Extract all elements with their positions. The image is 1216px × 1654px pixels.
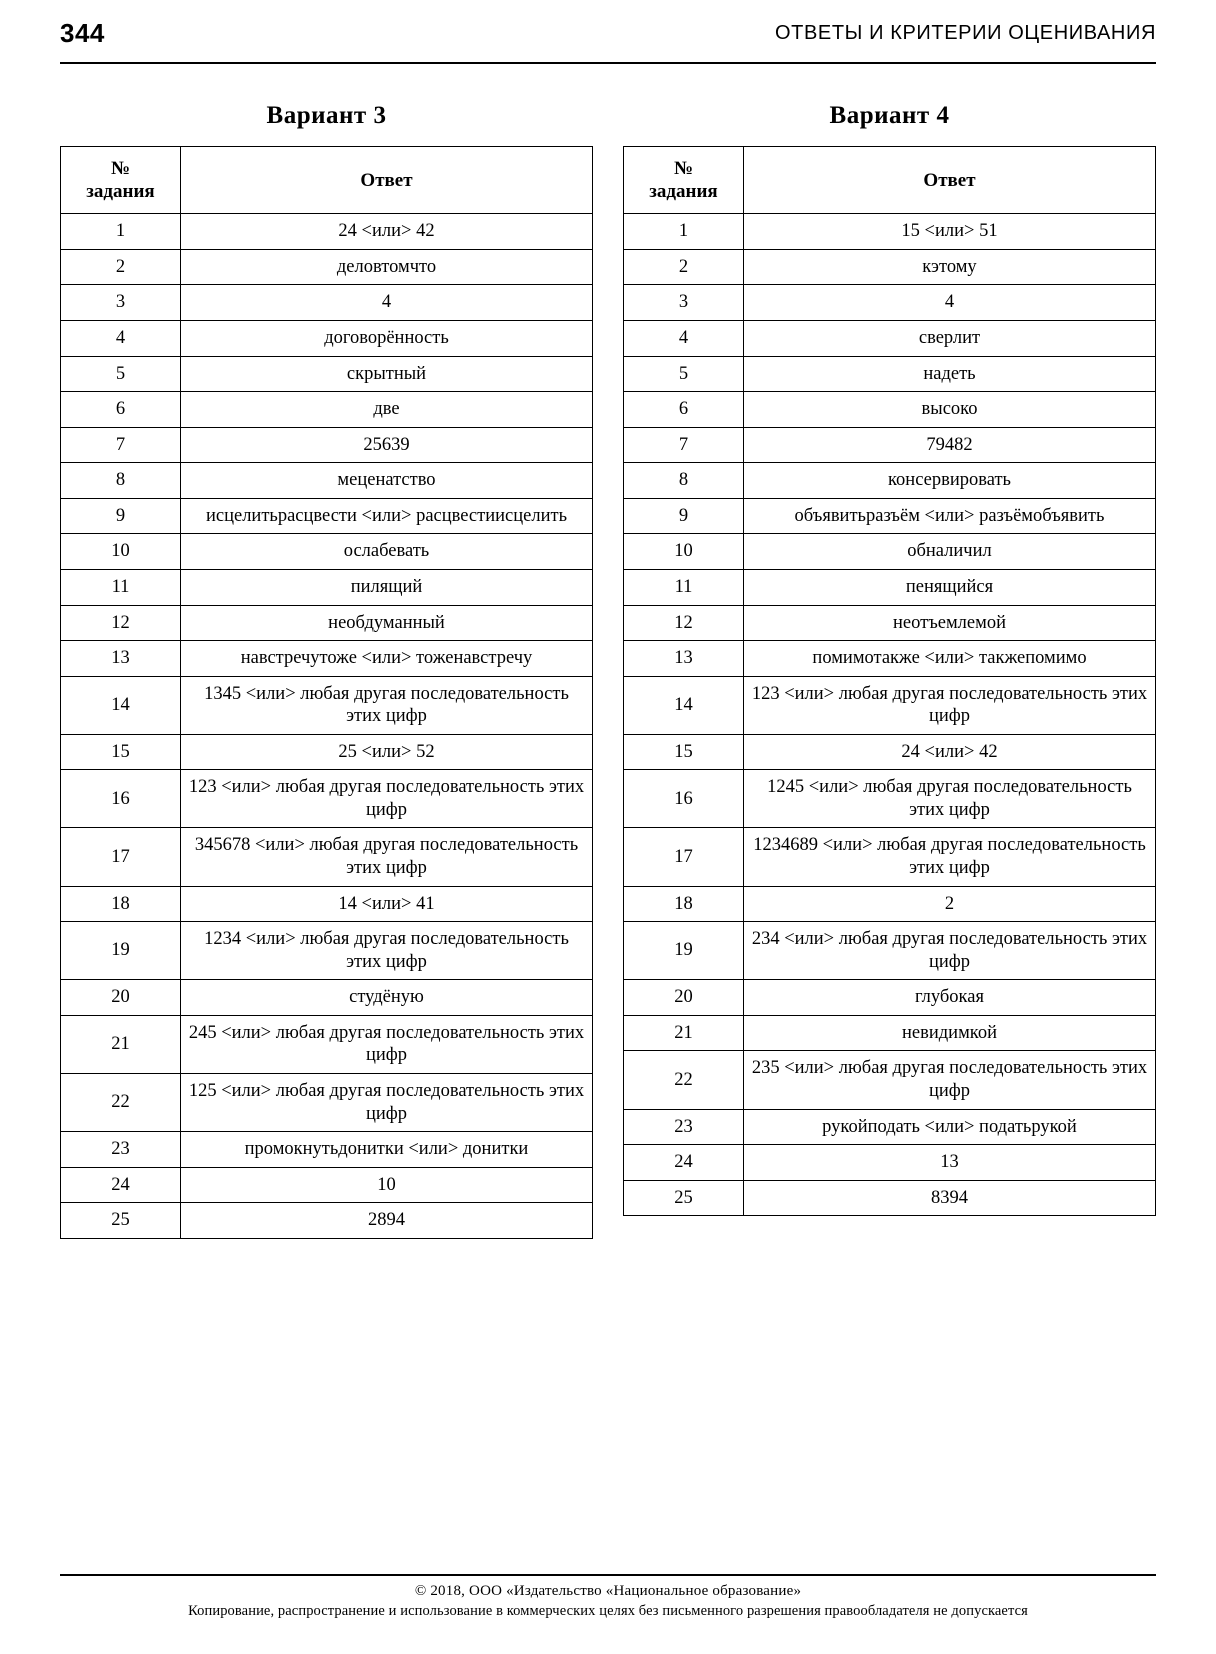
cell-answer: надеть (744, 356, 1156, 392)
cell-answer: глубокая (744, 980, 1156, 1016)
cell-answer: студёную (181, 980, 593, 1016)
cell-answer: исцелитьрасцвести <или> расцвестиисцелить (181, 498, 593, 534)
cell-answer: 24 <или> 42 (181, 214, 593, 250)
table-row (624, 641, 1156, 677)
cell-answer: 4 (744, 285, 1156, 321)
cell-task-number: 17 (624, 828, 744, 886)
table-row (624, 828, 1156, 886)
cell-task-number: 16 (61, 770, 181, 828)
cell-task-number: 2 (61, 249, 181, 285)
cell-task-number: 18 (61, 886, 181, 922)
page-number: 344 (60, 18, 105, 48)
answers-table-variant-4 (623, 146, 1156, 1216)
cell-task-number: 8 (624, 463, 744, 499)
column-header-task-number (624, 147, 744, 214)
table-row (624, 886, 1156, 922)
cell-task-number: 24 (624, 1145, 744, 1181)
table-row (61, 922, 593, 980)
table-row (61, 569, 593, 605)
cell-answer: 79482 (744, 427, 1156, 463)
cell-answer: две (181, 392, 593, 428)
cell-task-number: 23 (61, 1132, 181, 1168)
cell-answer: помимотакже <или> такжепомимо (744, 641, 1156, 677)
cell-task-number: 23 (624, 1109, 744, 1145)
cell-task-number: 13 (624, 641, 744, 677)
table-row (624, 734, 1156, 770)
table-row (61, 1167, 593, 1203)
table-header-row (624, 147, 1156, 214)
table-row (61, 734, 593, 770)
cell-answer: 24 <или> 42 (744, 734, 1156, 770)
cell-task-number: 11 (624, 569, 744, 605)
table-row (624, 285, 1156, 321)
page-footer (60, 1574, 1156, 1620)
cell-answer: неотъемлемой (744, 605, 1156, 641)
cell-answer: 13 (744, 1145, 1156, 1181)
table-row (61, 427, 593, 463)
cell-answer: пилящий (181, 569, 593, 605)
footer-divider (60, 1574, 1156, 1576)
cell-task-number: 19 (624, 922, 744, 980)
table-row (61, 828, 593, 886)
table-row (624, 1145, 1156, 1181)
cell-answer: 1345 <или> любая другая последовательность этих цифр (181, 676, 593, 734)
cell-answer: сверлит (744, 321, 1156, 357)
table-row (624, 249, 1156, 285)
table-row (61, 463, 593, 499)
table-row (61, 392, 593, 428)
answer-column-variant-3 (60, 102, 593, 1239)
table-header-row (61, 147, 593, 214)
cell-answer: ослабевать (181, 534, 593, 570)
table-row (624, 676, 1156, 734)
answers-body-variant-4 (624, 214, 1156, 1216)
cell-task-number: 1 (61, 214, 181, 250)
cell-answer: 2894 (181, 1203, 593, 1239)
cell-task-number: 15 (624, 734, 744, 770)
cell-answer: объявитьразъём <или> разъёмобъявить (744, 498, 1156, 534)
answers-body-variant-3 (61, 214, 593, 1238)
cell-answer: высоко (744, 392, 1156, 428)
cell-answer: деловтомчто (181, 249, 593, 285)
answer-columns (60, 102, 1156, 1239)
table-row (624, 463, 1156, 499)
cell-answer: 1234689 <или> любая другая последовательность этих цифр (744, 828, 1156, 886)
table-row (624, 605, 1156, 641)
cell-answer: 235 <или> любая другая последовательность этих цифр (744, 1051, 1156, 1109)
table-row (624, 1051, 1156, 1109)
cell-answer: скрытный (181, 356, 593, 392)
header-title: ОТВЕТЫ И КРИТЕРИИ ОЦЕНИВАНИЯ (774, 22, 1156, 44)
cell-answer: консервировать (744, 463, 1156, 499)
table-row (61, 214, 593, 250)
cell-answer: 8394 (744, 1180, 1156, 1216)
header-divider (60, 62, 1156, 64)
table-row (61, 980, 593, 1016)
table-row (624, 498, 1156, 534)
table-row (624, 1109, 1156, 1145)
cell-answer: 345678 <или> любая другая последовательность этих цифр (181, 828, 593, 886)
cell-task-number: 4 (624, 321, 744, 357)
cell-task-number: 20 (61, 980, 181, 1016)
answers-table-variant-3 (60, 146, 593, 1239)
footer-copyright: © 2018, ООО «Издательство «Национальное образование» (414, 1583, 802, 1599)
cell-task-number: 12 (61, 605, 181, 641)
cell-task-number: 13 (61, 641, 181, 677)
cell-task-number: 7 (624, 427, 744, 463)
column-header-answer: Ответ (181, 147, 593, 214)
cell-answer: обналичил (744, 534, 1156, 570)
cell-answer: 125 <или> любая другая последовательность этих цифр (181, 1073, 593, 1131)
table-row (61, 534, 593, 570)
table-row (624, 1015, 1156, 1051)
column-title-variant-4: Вариант 4 (829, 102, 950, 129)
cell-task-number: 24 (61, 1167, 181, 1203)
cell-task-number: 21 (61, 1015, 181, 1073)
cell-task-number: 2 (624, 249, 744, 285)
page-header (60, 0, 1156, 62)
table-row (61, 1132, 593, 1168)
cell-task-number: 17 (61, 828, 181, 886)
cell-task-number: 1 (624, 214, 744, 250)
cell-task-number: 4 (61, 321, 181, 357)
cell-task-number: 9 (624, 498, 744, 534)
cell-task-number: 11 (61, 569, 181, 605)
cell-task-number: 25 (61, 1203, 181, 1239)
cell-answer: навстречутоже <или> тоженавстречу (181, 641, 593, 677)
cell-task-number: 5 (624, 356, 744, 392)
table-row (61, 1015, 593, 1073)
cell-task-number: 9 (61, 498, 181, 534)
cell-answer: 4 (181, 285, 593, 321)
footer-notice: Копирование, распространение и использование в коммерческих целях без письменного разрешения правообладателя не допускается (188, 1603, 1028, 1619)
cell-answer: 14 <или> 41 (181, 886, 593, 922)
cell-answer: пенящийся (744, 569, 1156, 605)
table-row (61, 249, 593, 285)
cell-task-number: 7 (61, 427, 181, 463)
cell-task-number: 22 (624, 1051, 744, 1109)
cell-answer: 25639 (181, 427, 593, 463)
table-row (624, 534, 1156, 570)
cell-task-number: 3 (61, 285, 181, 321)
cell-task-number: 20 (624, 980, 744, 1016)
table-row (624, 214, 1156, 250)
table-row (624, 321, 1156, 357)
table-row (624, 356, 1156, 392)
cell-answer: рукойподать <или> податьрукой (744, 1109, 1156, 1145)
cell-task-number: 18 (624, 886, 744, 922)
cell-answer: 123 <или> любая другая последовательность этих цифр (744, 676, 1156, 734)
cell-answer: необдуманный (181, 605, 593, 641)
cell-answer: 10 (181, 1167, 593, 1203)
table-row (61, 641, 593, 677)
cell-answer: меценатство (181, 463, 593, 499)
table-row (61, 356, 593, 392)
cell-answer: невидимкой (744, 1015, 1156, 1051)
table-row (624, 980, 1156, 1016)
header-num-line2: задания (649, 181, 718, 203)
cell-task-number: 25 (624, 1180, 744, 1216)
cell-task-number: 19 (61, 922, 181, 980)
header-num-line1: № (110, 158, 131, 179)
cell-task-number: 12 (624, 605, 744, 641)
table-row (61, 1203, 593, 1239)
table-row (61, 676, 593, 734)
cell-task-number: 8 (61, 463, 181, 499)
table-row (624, 922, 1156, 980)
cell-task-number: 15 (61, 734, 181, 770)
table-row (61, 605, 593, 641)
header-num-line1: № (673, 158, 694, 179)
cell-answer: 1245 <или> любая другая последовательность этих цифр (744, 770, 1156, 828)
table-row (61, 886, 593, 922)
table-row (61, 1073, 593, 1131)
cell-answer: 245 <или> любая другая последовательность этих цифр (181, 1015, 593, 1073)
table-row (624, 770, 1156, 828)
cell-task-number: 16 (624, 770, 744, 828)
cell-task-number: 6 (624, 392, 744, 428)
cell-task-number: 22 (61, 1073, 181, 1131)
column-header-task-number (61, 147, 181, 214)
cell-answer: 234 <или> любая другая последовательность этих цифр (744, 922, 1156, 980)
table-row (624, 427, 1156, 463)
table-row (61, 770, 593, 828)
cell-answer: 15 <или> 51 (744, 214, 1156, 250)
column-title-variant-3: Вариант 3 (266, 102, 387, 129)
cell-answer: кэтому (744, 249, 1156, 285)
cell-task-number: 10 (61, 534, 181, 570)
cell-answer: договорённость (181, 321, 593, 357)
cell-task-number: 14 (61, 676, 181, 734)
header-num-line2: задания (86, 181, 155, 203)
table-row (624, 392, 1156, 428)
table-row (624, 569, 1156, 605)
table-row (61, 498, 593, 534)
cell-answer: 25 <или> 52 (181, 734, 593, 770)
cell-answer: 123 <или> любая другая последовательность этих цифр (181, 770, 593, 828)
cell-task-number: 3 (624, 285, 744, 321)
cell-task-number: 14 (624, 676, 744, 734)
cell-task-number: 21 (624, 1015, 744, 1051)
table-row (61, 321, 593, 357)
cell-task-number: 5 (61, 356, 181, 392)
cell-task-number: 6 (61, 392, 181, 428)
column-header-answer: Ответ (744, 147, 1156, 214)
cell-answer: 1234 <или> любая другая последовательность этих цифр (181, 922, 593, 980)
cell-task-number: 10 (624, 534, 744, 570)
answer-column-variant-4 (623, 102, 1156, 1239)
cell-answer: промокнутьдонитки <или> донитки (181, 1132, 593, 1168)
cell-answer: 2 (744, 886, 1156, 922)
table-row (624, 1180, 1156, 1216)
table-row (61, 285, 593, 321)
